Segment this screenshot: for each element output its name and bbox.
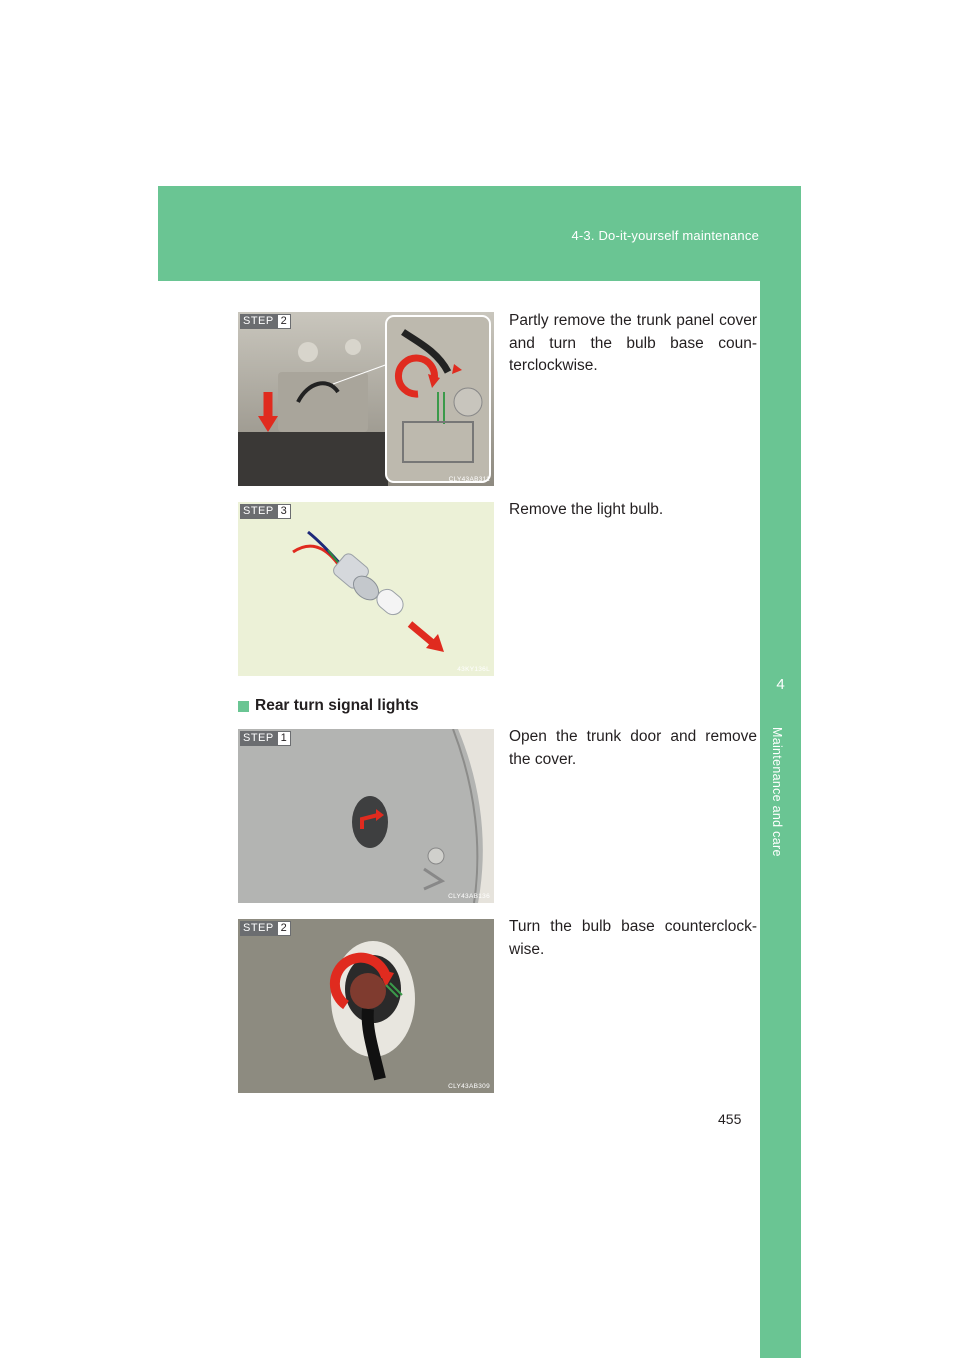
step-3-text: Remove the light bulb. <box>509 501 664 518</box>
chapter-number: 4 <box>776 676 785 693</box>
step-badge: STEP 2 <box>240 314 291 329</box>
step-1-text: Open the trunk door and remove the cover. <box>509 728 757 768</box>
square-bullet-icon <box>238 701 249 712</box>
step-badge: STEP 3 <box>240 504 291 519</box>
step-badge: STEP 2 <box>240 921 291 936</box>
section-heading <box>238 697 419 715</box>
chapter-label: Maintenance and care <box>770 727 784 857</box>
step-2-trunk-photo <box>238 312 494 486</box>
side-tab <box>760 281 801 1358</box>
step-1-cover-photo <box>238 729 494 903</box>
step-badge: STEP 1 <box>240 731 291 746</box>
section-title: Rear turn signal lights <box>255 697 419 714</box>
image-code: CLY43AB309 <box>448 1083 490 1090</box>
image-code: CLY43AB311 <box>448 476 490 483</box>
page-number: 455 <box>718 1111 742 1127</box>
step-2b-text: Turn the bulb base counterclock-wise. <box>509 918 757 958</box>
image-code: 43KY136L <box>457 666 490 673</box>
step-3-bulb-photo <box>238 502 494 676</box>
step-2-text: Partly remove the trunk panel cover and turn the bulb base coun-terclockwise. <box>509 312 757 374</box>
chapter-header <box>158 186 801 281</box>
step-2-bulb-base-photo <box>238 919 494 1093</box>
header-title: 4-3. Do-it-yourself maintenance <box>571 228 759 243</box>
image-code: CLY43AB136 <box>448 893 490 900</box>
